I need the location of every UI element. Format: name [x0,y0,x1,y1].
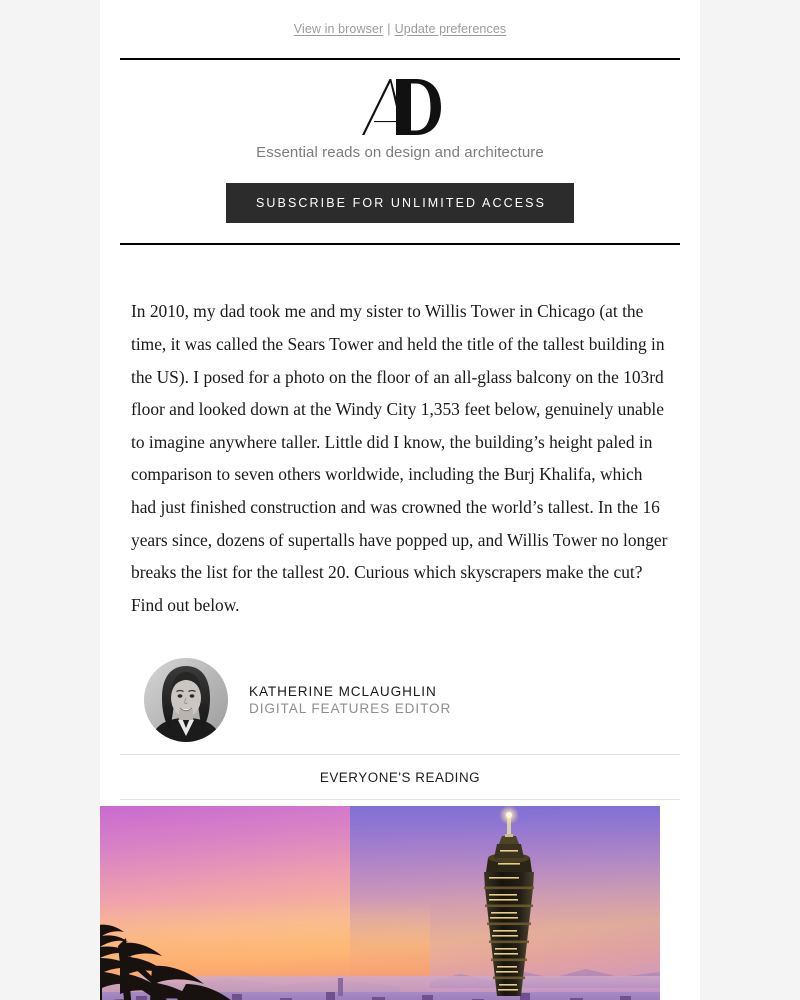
avatar [144,658,228,742]
preheader [120,0,680,58]
brand-tagline: Essential reads on design and architecture [256,144,544,161]
hero-section [100,800,700,1000]
logo-link[interactable] [120,74,680,140]
byline-section [100,639,700,735]
header-bottom-rule [120,243,680,245]
hero-image[interactable] [100,806,660,1000]
brand-section [100,60,700,245]
brand-block [120,60,680,243]
preheader-section [100,0,700,60]
email-content-column [100,0,700,1000]
preheader-separator: | [387,22,391,36]
preheader-links [294,22,506,36]
intro-section [100,262,700,621]
author-role: DIGITAL FEATURES EDITOR [249,701,452,717]
taipei-101-sunset-photo-icon [100,806,660,1000]
section-title: EVERYONE'S READING [319,769,481,785]
ad-logo-icon [358,76,442,138]
author-name: KATHERINE MCLAUGHLIN [249,683,437,699]
intro-paragraph: In 2010, my dad took me and my sister to Willis Tower in Chicago (at the time, it was called the Sears Tower and held the title of the tallest building in the US). I posed for a photo on the floor of an all-glass balcony on the 103rd floor and looked down at the Windy City 1,353 feet below, genuinely unable to imagine anywhere taller. Little did I know, the building’s height paled in comparison to seven others worldwide, including the Burj Khalifa, which had just finished construction and was crowned the world’s tallest. In the 16 years since, dozens of supertalls have popped up, and Willis Tower no longer breaks the list for the tallest 20. Curious which skyscrapers make the cut? Find out below. [131,301,668,615]
author-headshot-icon [144,658,228,742]
author-byline [120,639,680,735]
everyones-reading-section [100,754,700,800]
subscribe-button[interactable]: SUBSCRIBE FOR UNLIMITED ACCESS [226,183,574,223]
cta-wrapper [120,161,680,243]
update-preferences-link[interactable]: Update preferences [394,22,507,36]
byline-text [228,685,451,716]
view-in-browser-link[interactable]: View in browser [293,22,384,36]
